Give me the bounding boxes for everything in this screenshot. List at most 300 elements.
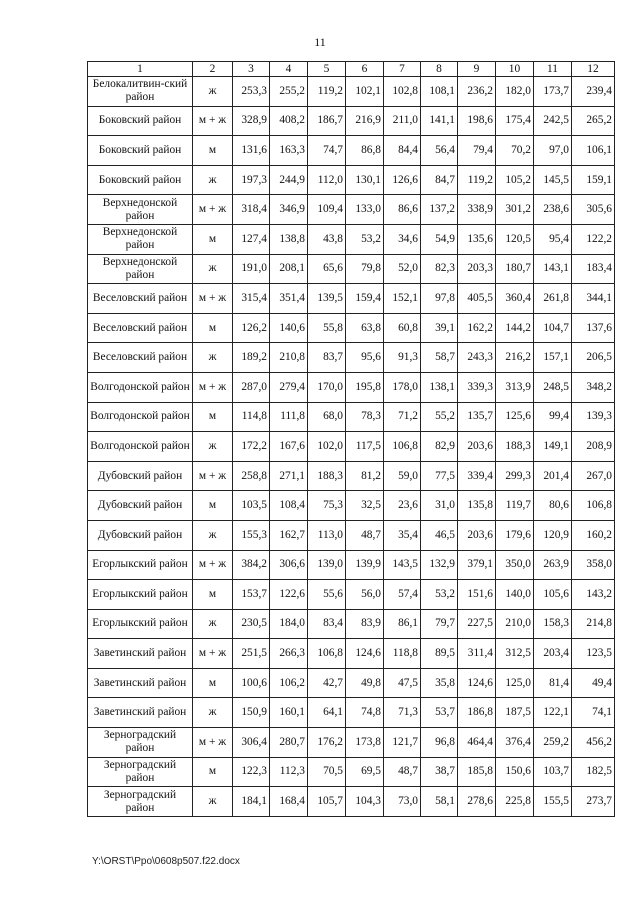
table-row <box>88 787 615 817</box>
table-row <box>88 757 615 787</box>
value-cell: 153,7 <box>233 580 270 610</box>
value-cell: 96,8 <box>421 728 458 758</box>
value-cell: 104,3 <box>346 787 384 817</box>
value-cell: 80,6 <box>534 491 572 521</box>
value-cell: 211,0 <box>384 106 421 136</box>
district-name-cell: Дубовский район <box>88 461 193 491</box>
value-cell: 208,9 <box>572 432 615 462</box>
sex-cell: ж <box>193 343 233 373</box>
table-row <box>88 313 615 343</box>
value-cell: 305,6 <box>572 195 615 225</box>
value-cell: 159,1 <box>572 165 615 195</box>
file-path-footer: Y:\ORST\Ppo\0608p507.f22.docx <box>92 856 240 867</box>
value-cell: 65,6 <box>308 254 346 284</box>
value-cell: 464,4 <box>458 728 496 758</box>
value-cell: 261,8 <box>534 284 572 314</box>
table-row <box>88 432 615 462</box>
value-cell: 102,8 <box>384 77 421 107</box>
value-cell: 201,4 <box>534 461 572 491</box>
sex-cell: м <box>193 224 233 254</box>
value-cell: 279,4 <box>270 372 308 402</box>
district-name-cell: Боковский район <box>88 165 193 195</box>
column-header-4: 4 <box>270 62 308 77</box>
value-cell: 131,6 <box>233 136 270 166</box>
value-cell: 203,6 <box>458 432 496 462</box>
value-cell: 43,8 <box>308 224 346 254</box>
value-cell: 68,0 <box>308 402 346 432</box>
value-cell: 102,1 <box>346 77 384 107</box>
value-cell: 35,8 <box>421 668 458 698</box>
value-cell: 111,8 <box>270 402 308 432</box>
value-cell: 186,8 <box>458 698 496 728</box>
value-cell: 248,5 <box>534 372 572 402</box>
value-cell: 185,8 <box>458 757 496 787</box>
value-cell: 328,9 <box>233 106 270 136</box>
column-header-9: 9 <box>458 62 496 77</box>
value-cell: 56,4 <box>421 136 458 166</box>
value-cell: 58,7 <box>421 343 458 373</box>
value-cell: 38,7 <box>421 757 458 787</box>
value-cell: 186,7 <box>308 106 346 136</box>
value-cell: 103,5 <box>233 491 270 521</box>
value-cell: 121,7 <box>384 728 421 758</box>
value-cell: 122,2 <box>572 224 615 254</box>
value-cell: 57,4 <box>384 580 421 610</box>
value-cell: 54,9 <box>421 224 458 254</box>
header-row <box>88 62 615 77</box>
value-cell: 103,7 <box>534 757 572 787</box>
district-name-cell: Зерноградский район <box>88 728 193 758</box>
sex-cell: м + ж <box>193 195 233 225</box>
value-cell: 230,5 <box>233 609 270 639</box>
value-cell: 138,1 <box>421 372 458 402</box>
value-cell: 106,2 <box>270 668 308 698</box>
table-row <box>88 609 615 639</box>
value-cell: 158,3 <box>534 609 572 639</box>
value-cell: 125,6 <box>496 402 534 432</box>
value-cell: 141,1 <box>421 106 458 136</box>
value-cell: 176,2 <box>308 728 346 758</box>
value-cell: 198,6 <box>458 106 496 136</box>
value-cell: 122,6 <box>270 580 308 610</box>
value-cell: 124,6 <box>346 639 384 669</box>
value-cell: 263,9 <box>534 550 572 580</box>
value-cell: 175,4 <box>496 106 534 136</box>
value-cell: 180,7 <box>496 254 534 284</box>
value-cell: 163,3 <box>270 136 308 166</box>
table-row <box>88 106 615 136</box>
column-header-3: 3 <box>233 62 270 77</box>
value-cell: 47,5 <box>384 668 421 698</box>
value-cell: 126,2 <box>233 313 270 343</box>
column-header-1: 1 <box>88 62 193 77</box>
table-row <box>88 77 615 107</box>
value-cell: 133,0 <box>346 195 384 225</box>
value-cell: 346,9 <box>270 195 308 225</box>
table-row <box>88 254 615 284</box>
value-cell: 360,4 <box>496 284 534 314</box>
table-row <box>88 195 615 225</box>
value-cell: 244,9 <box>270 165 308 195</box>
district-name-cell: Веселовский район <box>88 343 193 373</box>
value-cell: 313,9 <box>496 372 534 402</box>
value-cell: 384,2 <box>233 550 270 580</box>
value-cell: 39,1 <box>421 313 458 343</box>
value-cell: 74,1 <box>572 698 615 728</box>
value-cell: 145,5 <box>534 165 572 195</box>
value-cell: 216,2 <box>496 343 534 373</box>
value-cell: 160,1 <box>270 698 308 728</box>
value-cell: 74,7 <box>308 136 346 166</box>
district-name-cell: Верхнедонской район <box>88 254 193 284</box>
value-cell: 70,2 <box>496 136 534 166</box>
value-cell: 214,8 <box>572 609 615 639</box>
value-cell: 172,2 <box>233 432 270 462</box>
value-cell: 315,4 <box>233 284 270 314</box>
value-cell: 112,3 <box>270 757 308 787</box>
value-cell: 173,8 <box>346 728 384 758</box>
value-cell: 351,4 <box>270 284 308 314</box>
value-cell: 143,2 <box>572 580 615 610</box>
value-cell: 113,0 <box>308 520 346 550</box>
district-name-cell: Егорлыкский район <box>88 609 193 639</box>
value-cell: 225,8 <box>496 787 534 817</box>
value-cell: 63,8 <box>346 313 384 343</box>
value-cell: 188,3 <box>496 432 534 462</box>
value-cell: 105,7 <box>308 787 346 817</box>
value-cell: 318,4 <box>233 195 270 225</box>
value-cell: 339,3 <box>458 372 496 402</box>
value-cell: 59,0 <box>384 461 421 491</box>
district-name-cell: Белокалитвин-ский район <box>88 77 193 107</box>
value-cell: 159,4 <box>346 284 384 314</box>
table-row <box>88 580 615 610</box>
table-row <box>88 402 615 432</box>
value-cell: 280,7 <box>270 728 308 758</box>
value-cell: 168,4 <box>270 787 308 817</box>
value-cell: 306,4 <box>233 728 270 758</box>
value-cell: 91,3 <box>384 343 421 373</box>
value-cell: 238,6 <box>534 195 572 225</box>
district-name-cell: Веселовский район <box>88 284 193 314</box>
value-cell: 119,7 <box>496 491 534 521</box>
value-cell: 195,8 <box>346 372 384 402</box>
value-cell: 208,1 <box>270 254 308 284</box>
sex-cell: ж <box>193 254 233 284</box>
value-cell: 118,8 <box>384 639 421 669</box>
district-name-cell: Дубовский район <box>88 491 193 521</box>
table-row <box>88 520 615 550</box>
value-cell: 144,2 <box>496 313 534 343</box>
table-row <box>88 639 615 669</box>
value-cell: 338,9 <box>458 195 496 225</box>
district-name-cell: Боковский район <box>88 136 193 166</box>
value-cell: 155,3 <box>233 520 270 550</box>
value-cell: 140,6 <box>270 313 308 343</box>
value-cell: 299,3 <box>496 461 534 491</box>
value-cell: 106,8 <box>308 639 346 669</box>
value-cell: 203,4 <box>534 639 572 669</box>
value-cell: 162,2 <box>458 313 496 343</box>
value-cell: 255,2 <box>270 77 308 107</box>
value-cell: 187,5 <box>496 698 534 728</box>
table-row <box>88 372 615 402</box>
value-cell: 124,6 <box>458 668 496 698</box>
value-cell: 206,5 <box>572 343 615 373</box>
sex-cell: м + ж <box>193 550 233 580</box>
value-cell: 456,2 <box>572 728 615 758</box>
table-row <box>88 550 615 580</box>
value-cell: 236,2 <box>458 77 496 107</box>
value-cell: 75,3 <box>308 491 346 521</box>
sex-cell: м <box>193 491 233 521</box>
value-cell: 408,2 <box>270 106 308 136</box>
value-cell: 152,1 <box>384 284 421 314</box>
value-cell: 84,4 <box>384 136 421 166</box>
district-name-cell: Зерноградский район <box>88 757 193 787</box>
value-cell: 106,8 <box>384 432 421 462</box>
value-cell: 71,3 <box>384 698 421 728</box>
value-cell: 82,3 <box>421 254 458 284</box>
value-cell: 74,8 <box>346 698 384 728</box>
value-cell: 82,9 <box>421 432 458 462</box>
value-cell: 311,4 <box>458 639 496 669</box>
district-name-cell: Зерноградский район <box>88 787 193 817</box>
value-cell: 267,0 <box>572 461 615 491</box>
value-cell: 105,2 <box>496 165 534 195</box>
value-cell: 48,7 <box>384 757 421 787</box>
table-row <box>88 491 615 521</box>
value-cell: 55,6 <box>308 580 346 610</box>
value-cell: 100,6 <box>233 668 270 698</box>
data-table <box>87 61 615 817</box>
value-cell: 157,1 <box>534 343 572 373</box>
value-cell: 104,7 <box>534 313 572 343</box>
column-header-8: 8 <box>421 62 458 77</box>
value-cell: 77,5 <box>421 461 458 491</box>
value-cell: 130,1 <box>346 165 384 195</box>
column-header-11: 11 <box>534 62 572 77</box>
value-cell: 184,0 <box>270 609 308 639</box>
sex-cell: м + ж <box>193 461 233 491</box>
column-header-12: 12 <box>572 62 615 77</box>
value-cell: 179,6 <box>496 520 534 550</box>
value-cell: 55,2 <box>421 402 458 432</box>
column-header-5: 5 <box>308 62 346 77</box>
value-cell: 339,4 <box>458 461 496 491</box>
value-cell: 155,5 <box>534 787 572 817</box>
value-cell: 79,7 <box>421 609 458 639</box>
sex-cell: м + ж <box>193 728 233 758</box>
value-cell: 32,5 <box>346 491 384 521</box>
value-cell: 97,8 <box>421 284 458 314</box>
value-cell: 170,0 <box>308 372 346 402</box>
value-cell: 350,0 <box>496 550 534 580</box>
value-cell: 119,2 <box>308 77 346 107</box>
value-cell: 53,2 <box>346 224 384 254</box>
value-cell: 227,5 <box>458 609 496 639</box>
value-cell: 81,2 <box>346 461 384 491</box>
value-cell: 135,7 <box>458 402 496 432</box>
value-cell: 86,8 <box>346 136 384 166</box>
sex-cell: м <box>193 313 233 343</box>
value-cell: 376,4 <box>496 728 534 758</box>
value-cell: 42,7 <box>308 668 346 698</box>
value-cell: 46,5 <box>421 520 458 550</box>
sex-cell: ж <box>193 77 233 107</box>
sex-cell: ж <box>193 787 233 817</box>
column-header-7: 7 <box>384 62 421 77</box>
value-cell: 258,8 <box>233 461 270 491</box>
value-cell: 178,0 <box>384 372 421 402</box>
value-cell: 135,8 <box>458 491 496 521</box>
value-cell: 55,8 <box>308 313 346 343</box>
value-cell: 83,7 <box>308 343 346 373</box>
value-cell: 271,1 <box>270 461 308 491</box>
value-cell: 81,4 <box>534 668 572 698</box>
value-cell: 139,5 <box>308 284 346 314</box>
value-cell: 79,8 <box>346 254 384 284</box>
value-cell: 84,7 <box>421 165 458 195</box>
value-cell: 52,0 <box>384 254 421 284</box>
value-cell: 126,6 <box>384 165 421 195</box>
district-name-cell: Егорлыкский район <box>88 550 193 580</box>
value-cell: 71,2 <box>384 402 421 432</box>
value-cell: 405,5 <box>458 284 496 314</box>
value-cell: 122,3 <box>233 757 270 787</box>
value-cell: 167,6 <box>270 432 308 462</box>
value-cell: 259,2 <box>534 728 572 758</box>
district-name-cell: Веселовский район <box>88 313 193 343</box>
value-cell: 312,5 <box>496 639 534 669</box>
value-cell: 379,1 <box>458 550 496 580</box>
value-cell: 86,1 <box>384 609 421 639</box>
value-cell: 58,1 <box>421 787 458 817</box>
value-cell: 83,4 <box>308 609 346 639</box>
district-name-cell: Волгодонской район <box>88 372 193 402</box>
value-cell: 143,1 <box>534 254 572 284</box>
value-cell: 242,5 <box>534 106 572 136</box>
district-name-cell: Волгодонской район <box>88 432 193 462</box>
district-name-cell: Боковский район <box>88 106 193 136</box>
value-cell: 53,7 <box>421 698 458 728</box>
value-cell: 117,5 <box>346 432 384 462</box>
value-cell: 127,4 <box>233 224 270 254</box>
value-cell: 358,0 <box>572 550 615 580</box>
value-cell: 119,2 <box>458 165 496 195</box>
value-cell: 138,8 <box>270 224 308 254</box>
value-cell: 137,2 <box>421 195 458 225</box>
value-cell: 125,0 <box>496 668 534 698</box>
value-cell: 95,6 <box>346 343 384 373</box>
sex-cell: м <box>193 668 233 698</box>
value-cell: 251,5 <box>233 639 270 669</box>
value-cell: 79,4 <box>458 136 496 166</box>
value-cell: 83,9 <box>346 609 384 639</box>
value-cell: 35,4 <box>384 520 421 550</box>
sex-cell: м <box>193 757 233 787</box>
sex-cell: м + ж <box>193 284 233 314</box>
value-cell: 106,1 <box>572 136 615 166</box>
value-cell: 137,6 <box>572 313 615 343</box>
value-cell: 64,1 <box>308 698 346 728</box>
value-cell: 31,0 <box>421 491 458 521</box>
value-cell: 48,7 <box>346 520 384 550</box>
table-row <box>88 461 615 491</box>
sex-cell: м <box>193 402 233 432</box>
sex-cell: ж <box>193 698 233 728</box>
value-cell: 149,1 <box>534 432 572 462</box>
page-number: 11 <box>314 35 326 49</box>
district-name-cell: Егорлыкский район <box>88 580 193 610</box>
sex-cell: м + ж <box>193 106 233 136</box>
value-cell: 143,5 <box>384 550 421 580</box>
value-cell: 139,9 <box>346 550 384 580</box>
value-cell: 120,5 <box>496 224 534 254</box>
district-name-cell: Верхнедонской район <box>88 195 193 225</box>
value-cell: 106,8 <box>572 491 615 521</box>
value-cell: 197,3 <box>233 165 270 195</box>
value-cell: 114,8 <box>233 402 270 432</box>
value-cell: 70,5 <box>308 757 346 787</box>
value-cell: 183,4 <box>572 254 615 284</box>
sex-cell: ж <box>193 609 233 639</box>
value-cell: 108,1 <box>421 77 458 107</box>
value-cell: 109,4 <box>308 195 346 225</box>
value-cell: 266,3 <box>270 639 308 669</box>
value-cell: 86,6 <box>384 195 421 225</box>
value-cell: 189,2 <box>233 343 270 373</box>
value-cell: 273,7 <box>572 787 615 817</box>
value-cell: 182,5 <box>572 757 615 787</box>
value-cell: 210,0 <box>496 609 534 639</box>
value-cell: 287,0 <box>233 372 270 402</box>
value-cell: 56,0 <box>346 580 384 610</box>
district-name-cell: Дубовский район <box>88 520 193 550</box>
value-cell: 89,5 <box>421 639 458 669</box>
district-name-cell: Заветинский район <box>88 668 193 698</box>
value-cell: 203,6 <box>458 520 496 550</box>
value-cell: 108,4 <box>270 491 308 521</box>
value-cell: 151,6 <box>458 580 496 610</box>
district-name-cell: Заветинский район <box>88 639 193 669</box>
value-cell: 78,3 <box>346 402 384 432</box>
sex-cell: м + ж <box>193 372 233 402</box>
column-header-2: 2 <box>193 62 233 77</box>
value-cell: 34,6 <box>384 224 421 254</box>
value-cell: 73,0 <box>384 787 421 817</box>
value-cell: 97,0 <box>534 136 572 166</box>
value-cell: 102,0 <box>308 432 346 462</box>
value-cell: 301,2 <box>496 195 534 225</box>
value-cell: 139,3 <box>572 402 615 432</box>
district-name-cell: Волгодонской район <box>88 402 193 432</box>
value-cell: 105,6 <box>534 580 572 610</box>
value-cell: 243,3 <box>458 343 496 373</box>
table-row <box>88 728 615 758</box>
value-cell: 139,0 <box>308 550 346 580</box>
table-body <box>88 77 615 817</box>
value-cell: 344,1 <box>572 284 615 314</box>
value-cell: 191,0 <box>233 254 270 284</box>
value-cell: 306,6 <box>270 550 308 580</box>
value-cell: 120,9 <box>534 520 572 550</box>
value-cell: 60,8 <box>384 313 421 343</box>
value-cell: 49,4 <box>572 668 615 698</box>
value-cell: 203,3 <box>458 254 496 284</box>
district-name-cell: Верхнедонской район <box>88 224 193 254</box>
value-cell: 162,7 <box>270 520 308 550</box>
